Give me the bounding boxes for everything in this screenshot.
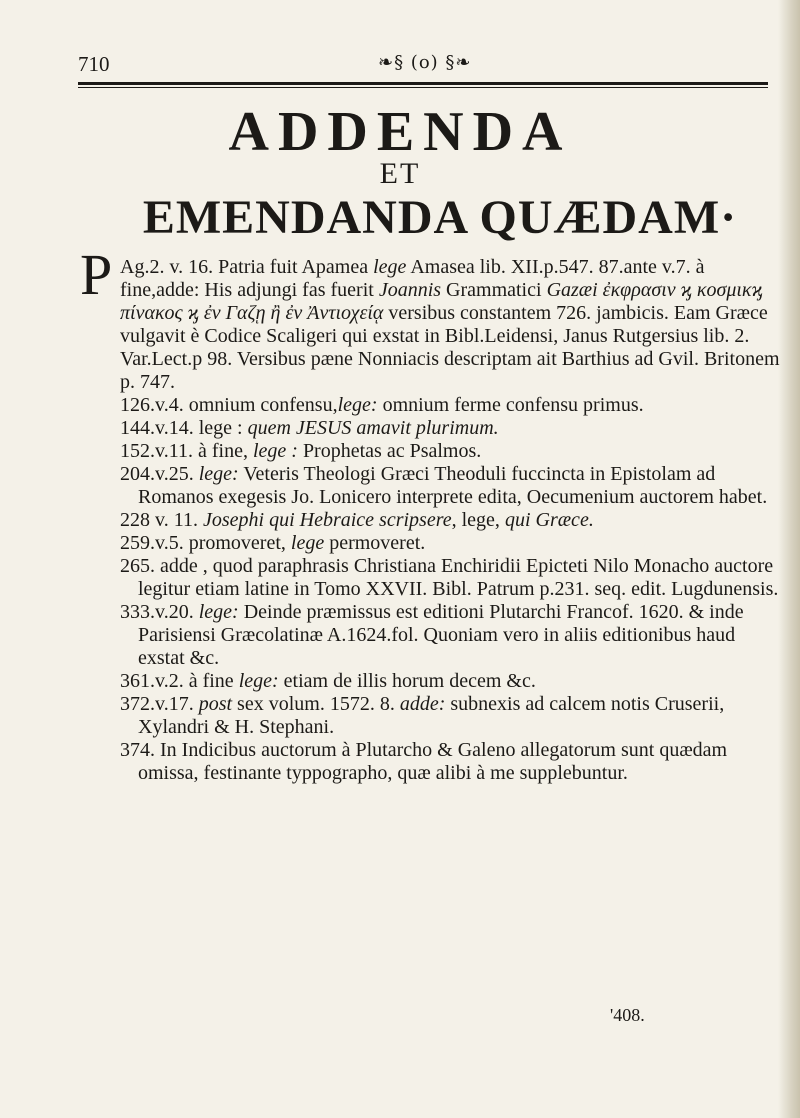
entry-reference: 374. [120,739,155,761]
entry-italic-text: post [198,693,233,715]
entry-reference: 144.v.14. [120,417,194,439]
entry-reference: 228 v. 11. [120,509,198,531]
errata-entry [120,555,780,601]
entry-italic-text: lege: [198,601,239,623]
errata-entry [120,463,780,509]
entry-text: à fine [183,670,239,692]
entry-italic-text: lege: [238,670,279,692]
entry-text: In Indicibus auctorum à Plutarcho & Galeno allegatorum sunt quædam omissa, festinante typpographo, quæ alibi à me supplebuntur. [138,739,728,784]
errata-entry [120,256,780,394]
entry-italic-text: lege : [252,440,298,462]
entry-text: subnexis ad calcem notis Cruserii, Xylandri & H. Stephani. [138,693,725,738]
entry-italic-text: Gazæi ἐκφρασιν ϗ κοσμικϗ πίνακος ϗ ἐν Γαζῃ ἢ ἐν Ἀντιοχείᾳ [120,279,763,324]
entry-italic-text: quem JESUS amavit plurimum. [247,417,499,439]
entry-italic-text: lege [290,532,325,554]
entry-italic-text: lege [373,256,407,278]
errata-entry [120,440,780,463]
entry-text: Prophetas ac Psalmos. [297,440,482,462]
entry-text: permoveret. [324,532,426,554]
entry-text: versibus constantem 726. jambicis. Eam Græce vulgavit è Codice Scaligeri qui exstat in Bibl.Leidensi, Janus Rutgersius lib. 2. Var.Lect.p 98. Versibus pæne Nonniacis descriptam ait Barthius ad Gvil. Britonem p. 747. [120,302,780,393]
entry-text: à fine, [192,440,253,462]
entry-italic-text: Josephi qui Hebraice scripsere [202,509,452,531]
entry-reference: 361.v.2. [120,670,184,692]
entry-text: promoveret, [183,532,291,554]
entry-reference: 333.v.20. [120,601,194,623]
drop-cap: P [80,242,113,307]
entry-italic-text: adde: [399,693,446,715]
entry-reference: 265. [120,555,155,577]
page-number: 710 [78,52,110,76]
catchword: '408. [610,1005,645,1025]
errata-entry [120,394,780,417]
entry-text: Veteris Theologi Græci Theoduli fuccincta in Epistolam ad Romanos exegesis Jo. Lonicero interprete edita, Oecumenium auctorem habet. [138,463,768,508]
entry-reference: 259.v.5. [120,532,184,554]
errata-entry [120,693,780,739]
entry-reference: 372.v.17. [120,693,194,715]
header-rule-thick [78,82,768,85]
entry-italic-text: lege: [337,394,378,416]
entry-reference: 126.v.4. [120,394,184,416]
title-addenda: ADDENDA [228,101,572,163]
entry-text: adde , quod paraphrasis Christiana Enchiridii Epicteti Nilo Monacho auctore legitur etiam latine in Tomo XXVII. Bibl. Patrum p.231. seq. edit. Lugdunensis. [138,555,779,600]
entry-italic-text: Joannis [378,279,442,301]
entry-text: etiam de illis horum decem &c. [278,670,536,692]
errata-entry [120,532,780,555]
errata-list [120,256,780,785]
entry-text: Deinde præmissus est editioni Plutarchi Francof. 1620. & inde Parisiensi Græcolatinæ A.1624.fol. Quoniam vero in aliis editionibus haud exstat &c. [138,601,744,669]
errata-entry [120,739,780,785]
entry-reference: Ag.2. v. 16. [120,256,214,278]
header-rule-thin [78,87,768,88]
entry-text: sex volum. 1572. 8. [232,693,400,715]
errata-entry [120,670,780,693]
entry-text: omnium ferme confensu primus. [377,394,644,416]
entry-text: Grammatici [441,279,547,301]
entry-text: lege : [193,417,248,439]
entry-reference: 204.v.25. [120,463,194,485]
header-ornament: ❧§ (o) §❧ [378,52,472,73]
entry-text: Amasea lib. XII.p.547. 87.ante v.7. à fine,adde: His adjungi fas fuerit [120,256,705,301]
title-emendanda: EMENDANDA QUÆDAM· [142,191,738,244]
errata-entry [120,601,780,670]
title-et: ET [379,157,421,190]
errata-entry [120,509,780,532]
entry-italic-text: lege: [198,463,239,485]
entry-text: Patria fuit Apamea [213,256,374,278]
entry-text: omnium confensu, [183,394,338,416]
entry-reference: 152.v.11. [120,440,193,462]
running-header [78,52,768,80]
errata-entry [120,417,780,440]
entry-italic-text: qui Græce. [504,509,594,531]
entry-text: , lege, [451,509,505,531]
